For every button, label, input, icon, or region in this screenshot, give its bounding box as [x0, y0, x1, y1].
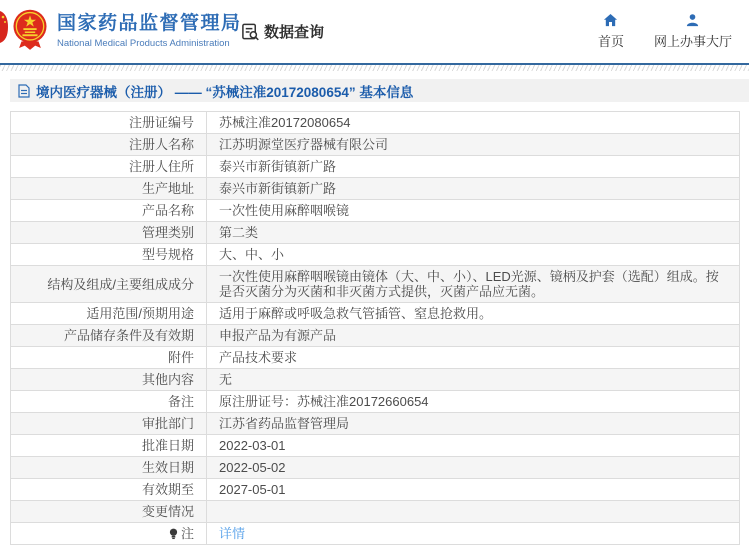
row-value: 江苏省药品监督管理局: [219, 416, 350, 431]
row-value: 原注册证号：苏械注准20172660654: [219, 394, 429, 409]
table-row: [11, 155, 739, 177]
org-name-en: National Medical Products Administration: [57, 38, 230, 49]
row-label: 其他内容: [11, 369, 207, 390]
row-label: [11, 523, 207, 544]
row-label: 批准日期: [11, 435, 207, 456]
row-value: 无: [219, 372, 233, 387]
row-value: 2027-05-01: [219, 482, 286, 497]
row-label: 生效日期: [11, 457, 207, 478]
document-icon: [18, 84, 30, 98]
table-row: [11, 456, 739, 478]
row-value: [207, 501, 739, 522]
row-label: 审批部门: [11, 413, 207, 434]
row-value: 2022-03-01: [219, 438, 286, 453]
row-label: 产品名称: [11, 200, 207, 221]
row-label: 注册人住所: [11, 156, 207, 177]
table-row: [11, 500, 739, 522]
home-icon: [603, 13, 618, 28]
org-name-block: [57, 12, 242, 49]
row-label: 注册人名称: [11, 134, 207, 155]
table-row: [11, 302, 739, 324]
national-emblem-logo[interactable]: [13, 8, 47, 59]
row-label: 变更情况: [11, 501, 207, 522]
row-value: 一次性使用麻醉咽喉镜: [219, 203, 350, 218]
org-name-zh: 国家药品监督管理局: [57, 13, 242, 34]
row-label: 产品储存条件及有效期: [11, 325, 207, 346]
page-title: 境内医疗器械（注册） —— “苏械注准20172080654” 基本信息: [36, 84, 414, 100]
row-value: 一次性使用麻醉咽喉镜由镜体（大、中、小）、LED光源、镜柄及护套（选配）组成。按是否灭菌分为灭菌和非灭菌方式提供，灭菌产品应无菌。: [219, 269, 719, 299]
table-row: [11, 221, 739, 243]
row-value: 江苏明源堂医疗器械有限公司: [219, 137, 389, 152]
breadcrumb: [10, 79, 749, 102]
nav-item-home[interactable]: [598, 13, 624, 50]
nav-hall-label: 网上办事大厅: [653, 34, 732, 49]
header: [0, 0, 749, 63]
row-label: 备注: [11, 391, 207, 412]
row-value: 申报产品为有源产品: [219, 328, 337, 343]
person-icon: [685, 13, 700, 28]
row-value: 泰兴市新街镇新广路: [219, 159, 337, 174]
table-row: [11, 177, 739, 199]
row-label: 管理类别: [11, 222, 207, 243]
registration-info-table: [10, 111, 740, 545]
nav-home-label: 首页: [597, 34, 624, 49]
row-value: 泰兴市新街镇新广路: [219, 181, 337, 196]
details-link[interactable]: 详情: [219, 526, 246, 541]
partial-emblem-decoration: [0, 9, 10, 45]
row-label: 有效期至: [11, 479, 207, 500]
data-query-label: 数据查询: [264, 24, 325, 41]
row-label: 适用范围/预期用途: [11, 303, 207, 324]
table-row: [11, 112, 739, 133]
bulb-icon: [169, 528, 178, 540]
row-value: 适用于麻醉或呼吸急救气管插管、窒息抢救用。: [219, 306, 493, 321]
table-row: [11, 434, 739, 456]
table-row-note: [11, 522, 739, 544]
nav-item-service-hall[interactable]: [654, 13, 732, 50]
row-label: 注册证编号: [11, 112, 207, 133]
note-label: 注: [180, 526, 194, 541]
table-row: [11, 346, 739, 368]
row-value: 大、中、小: [219, 247, 285, 262]
table-row: [11, 412, 739, 434]
row-label: 结构及组成/主要组成成分: [11, 266, 207, 302]
table-row: [11, 478, 739, 500]
row-value: [207, 523, 739, 544]
row-value: 第二类: [219, 225, 259, 240]
table-row: [11, 199, 739, 221]
table-row: [11, 243, 739, 265]
table-row: [11, 324, 739, 346]
row-label: 型号规格: [11, 244, 207, 265]
row-value: 2022-05-02: [219, 460, 286, 475]
row-label: 生产地址: [11, 178, 207, 199]
hatch-stripe: [0, 65, 749, 71]
row-value: 产品技术要求: [219, 350, 298, 365]
table-row: [11, 265, 739, 302]
table-row: [11, 133, 739, 155]
header-nav: [598, 13, 732, 50]
table-row: [11, 390, 739, 412]
row-label: 附件: [11, 347, 207, 368]
data-query-menu[interactable]: [241, 21, 324, 42]
table-row: [11, 368, 739, 390]
document-search-icon: [241, 22, 260, 41]
row-value: 苏械注准20172080654: [219, 115, 351, 130]
